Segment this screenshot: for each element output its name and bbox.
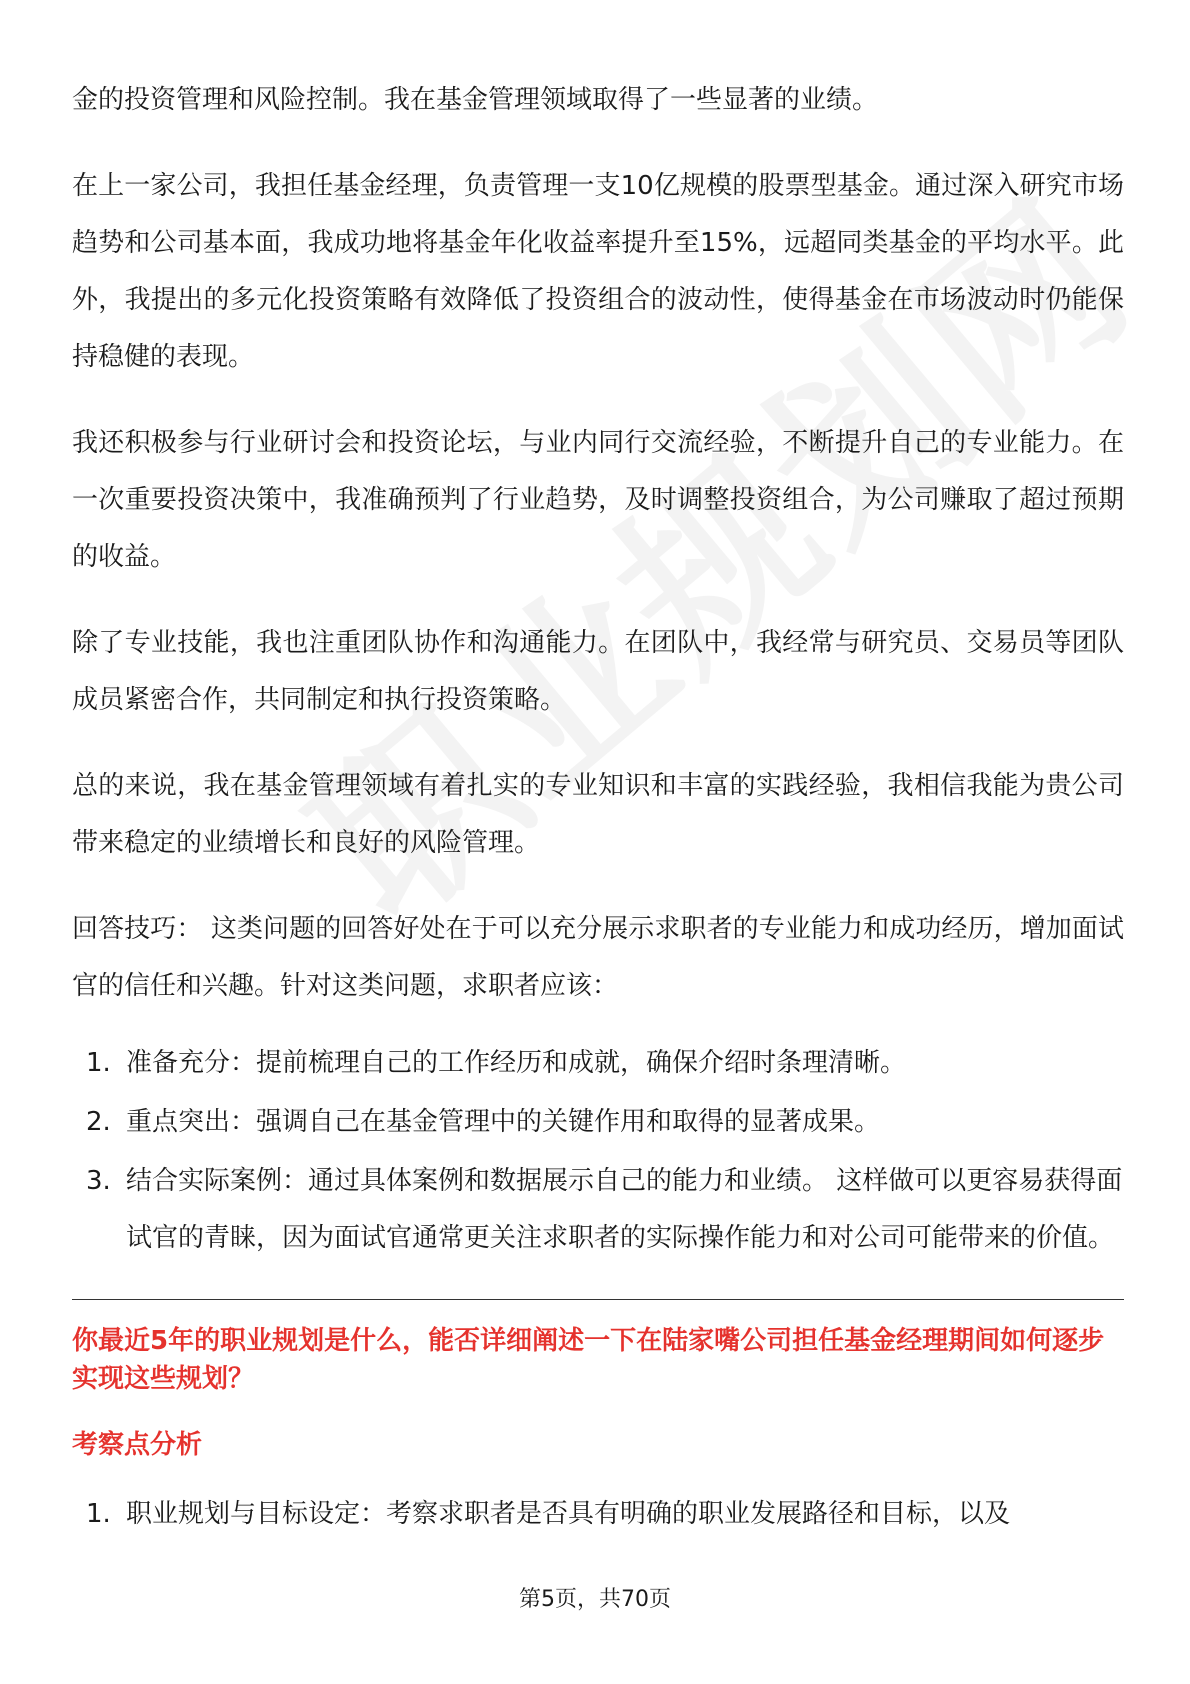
list-item [72, 1486, 1124, 1543]
analysis-heading: 考察点分析 [72, 1430, 203, 1460]
section-divider [72, 1299, 1124, 1300]
page-content [72, 72, 1124, 1545]
list-number: 1. [86, 1499, 111, 1529]
list-item [72, 1153, 1124, 1267]
question-heading: 你最近5年的职业规划是什么，能否详细阐述一下在陆家嘴公司担任基金经理期间如何逐步实现这些规划？ [72, 1326, 1105, 1394]
list-text: 重点突出：强调自己在基金管理中的关键作用和取得的显著成果。 [126, 1107, 881, 1137]
page-footer: 第5页，共70页 [519, 1587, 671, 1612]
list-text: 结合实际案例：通过具体案例和数据展示自己的能力和业绩。 这样做可以更容易获得面试官的青睐，因为面试官通常更关注求职者的实际操作能力和对公司可能带来的价值。 [126, 1166, 1123, 1253]
paragraph-summary: 总的来说，我在基金管理领域有着扎实的专业知识和丰富的实践经验，我相信我能为贵公司带来稳定的业绩增长和良好的风险管理。 [72, 771, 1124, 858]
analysis-list [72, 1486, 1124, 1543]
paragraph-teamwork: 除了专业技能，我也注重团队协作和沟通能力。在团队中，我经常与研究员、交易员等团队成员紧密合作，共同制定和执行投资策略。 [72, 628, 1124, 715]
paragraph-answer-tips: 回答技巧： 这类问题的回答好处在于可以充分展示求职者的专业能力和成功经历，增加面试官的信任和兴趣。针对这类问题，求职者应该： [72, 914, 1124, 1001]
list-text: 职业规划与目标设定：考察求职者是否具有明确的职业发展路径和目标，以及 [126, 1499, 1011, 1529]
tips-list [72, 1035, 1124, 1267]
list-item [72, 1094, 1124, 1151]
paragraph-industry-activity: 我还积极参与行业研讨会和投资论坛，与业内同行交流经验，不断提升自己的专业能力。在一次重要投资决策中，我准确预判了行业趋势，及时调整投资组合，为公司赚取了超过预期的收益。 [72, 428, 1124, 572]
list-text: 准备充分：提前梳理自己的工作经历和成就，确保介绍时条理清晰。 [126, 1048, 907, 1078]
list-number: 2. [86, 1107, 111, 1137]
list-item [72, 1035, 1124, 1092]
list-number: 1. [86, 1048, 111, 1078]
paragraph-intro-continuation: 金的投资管理和风险控制。我在基金管理领域取得了一些显著的业绩。 [72, 85, 879, 115]
paragraph-previous-company: 在上一家公司，我担任基金经理，负责管理一支10亿规模的股票型基金。通过深入研究市场趋势和公司基本面，我成功地将基金年化收益率提升至15%，远超同类基金的平均水平。此外，我提出的多元化投资策略有效降低了投资组合的波动性，使得基金在市场波动时仍能保持稳健的表现。 [72, 171, 1124, 372]
list-number: 3. [86, 1166, 111, 1196]
